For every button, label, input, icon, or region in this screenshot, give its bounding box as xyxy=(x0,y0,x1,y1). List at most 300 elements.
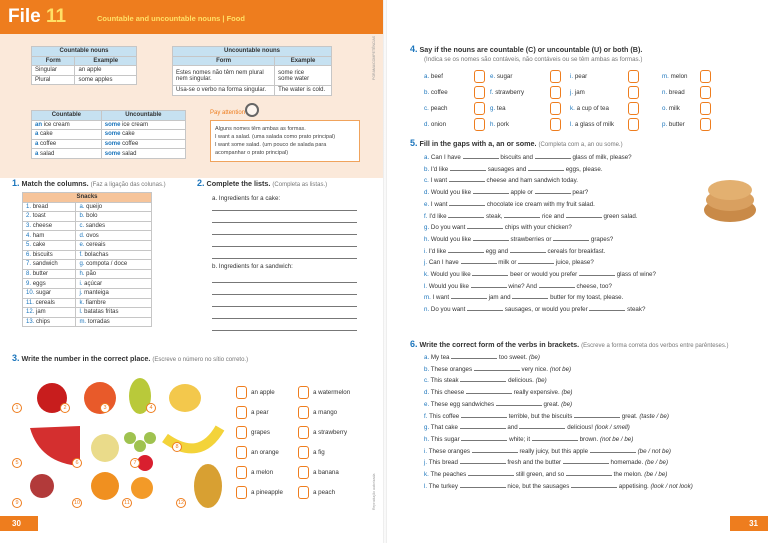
snack-translation: sandes xyxy=(85,223,106,230)
gap-sentence xyxy=(424,283,612,290)
item-letter: d. xyxy=(424,389,430,397)
snack-word: jam xyxy=(36,309,46,316)
sentence-part: really expensive. xyxy=(513,389,560,397)
snack-number: 5. xyxy=(26,242,32,249)
snack-word: biscuits xyxy=(32,251,53,258)
gap-blank[interactable] xyxy=(539,287,575,288)
exercise-4-title: 4. Say if the nouns are countable (C) or uncountable (U) or both (B). xyxy=(410,44,643,54)
snack-translation: torradas xyxy=(87,319,110,326)
snack-letter: i. xyxy=(79,280,83,287)
verb-sentence xyxy=(424,354,540,361)
item-letter: a. xyxy=(424,354,430,361)
gap-blank[interactable] xyxy=(448,217,484,218)
snack-row xyxy=(23,231,152,241)
gap-blank[interactable] xyxy=(449,181,485,182)
fruit-label: a pear xyxy=(251,409,269,416)
item-letter: c. xyxy=(424,377,429,385)
sentence-part: Would you like xyxy=(428,282,469,290)
sentence-part: green salad. xyxy=(603,212,638,220)
sentence-part: jam and xyxy=(488,294,511,302)
sentence-part: I'd like xyxy=(428,247,447,255)
sentence-part: The peaches xyxy=(430,471,467,478)
snack-letter: a. xyxy=(79,203,85,210)
gap-blank[interactable] xyxy=(553,240,589,241)
answer-line[interactable] xyxy=(212,222,357,223)
sentence-part: and xyxy=(507,424,518,432)
verb-sentence xyxy=(424,366,571,373)
snack-letter: e. xyxy=(79,242,85,249)
verb-cue: (look / smell) xyxy=(594,424,630,432)
noun-word: a glass of milk xyxy=(574,121,615,128)
gap-blank[interactable] xyxy=(449,205,485,206)
gap-sentence xyxy=(424,201,595,208)
sentence-part: The turkey xyxy=(428,482,458,490)
snack-row xyxy=(23,221,152,231)
item-letter: e. xyxy=(424,400,430,408)
snack-english xyxy=(23,279,76,289)
gap-blank[interactable] xyxy=(461,263,497,264)
noun-letter: e. xyxy=(490,73,496,80)
snack-english xyxy=(23,212,76,222)
sentence-part: grapes? xyxy=(590,235,614,243)
fruit-label: a banana xyxy=(313,469,339,476)
snack-word: cheese xyxy=(32,223,53,230)
gap-blank[interactable] xyxy=(473,193,509,194)
noun-answer-box[interactable] xyxy=(474,102,485,115)
gap-blank[interactable] xyxy=(504,217,540,218)
fruit-number-badge: 7 xyxy=(130,458,140,468)
mango-image xyxy=(169,384,201,412)
snack-portuguese xyxy=(76,202,152,212)
noun-answer-box[interactable] xyxy=(628,102,639,115)
snack-letter: c. xyxy=(79,223,85,230)
fruit-number-badge: 4 xyxy=(146,403,156,413)
fruit-answer-box[interactable] xyxy=(298,386,309,399)
gap-blank[interactable] xyxy=(467,310,503,311)
verb-blank[interactable] xyxy=(460,463,506,464)
verb-blank[interactable] xyxy=(461,417,507,418)
noun-word: melon xyxy=(670,73,688,80)
uncountable-table: Uncountable nouns Form Example Estes nomes não têm nem plural nem singular. some rice some water Usa-se o verbo na forma singular. The water is cold. xyxy=(172,46,332,96)
snack-row xyxy=(23,212,152,222)
sentence-part: wine? And xyxy=(508,282,537,290)
verb-blank[interactable] xyxy=(460,381,506,382)
sentence-part: strawberries or xyxy=(510,235,552,243)
snack-row xyxy=(23,269,152,279)
verb-cue: (be / not be) xyxy=(637,447,671,455)
snack-word: bread xyxy=(32,203,49,210)
gap-blank[interactable] xyxy=(448,252,484,253)
snacks-table: Snacks 1. bread a. queijo 2. toast b. bolo 3. cheese c. sandes 4. ham d. ovos 5. cake e. cereais 6. biscuits f. bolachas 7. sandwich g. compota / doce 8. butter h. pão 9. eggs i. açúcar 10. sugar j. manteiga 11. cereals k. fiambre 12. jam l. batatas fritas 13. chips m. torradas xyxy=(22,192,152,327)
sentence-part: I want xyxy=(430,200,448,208)
snack-portuguese xyxy=(76,308,152,318)
exercise-6-title: 6. Write the correct form of the verbs in brackets. (Escreve a forma correta dos verbos entre parênteses.) xyxy=(410,339,729,349)
answer-line[interactable] xyxy=(212,306,357,307)
fruit-number-badge: 10 xyxy=(73,500,81,506)
sentence-part: Can I have xyxy=(430,154,461,161)
fruit-answer-box[interactable] xyxy=(298,486,309,499)
fruit-answer-box[interactable] xyxy=(236,386,247,399)
answer-line[interactable] xyxy=(212,282,357,283)
gap-blank[interactable] xyxy=(473,240,509,241)
fruit-number-badge: 9 xyxy=(12,498,22,508)
snack-letter: f. xyxy=(79,251,83,258)
noun-answer-box[interactable] xyxy=(474,118,485,131)
noun-letter: l. xyxy=(570,121,574,128)
snack-translation: bolachas xyxy=(84,251,109,258)
fruit-number-badge: 2 xyxy=(60,403,70,413)
noun-word: bread xyxy=(668,89,685,96)
gap-blank[interactable] xyxy=(467,228,503,229)
snack-english xyxy=(23,231,76,241)
file-header xyxy=(0,0,385,34)
sentence-part: I'd like xyxy=(429,212,447,220)
snack-row xyxy=(23,250,152,260)
noun-label xyxy=(424,121,446,128)
noun-answer-box[interactable] xyxy=(700,118,711,131)
snack-row xyxy=(23,240,152,250)
gap-blank[interactable] xyxy=(510,252,546,253)
sentence-part: delicious! xyxy=(567,424,594,432)
gap-blank[interactable] xyxy=(535,158,571,159)
snack-word: cereals xyxy=(35,299,55,306)
noun-letter: m. xyxy=(662,73,669,80)
gap-blank[interactable] xyxy=(451,298,487,299)
sentence-part: sausages and xyxy=(487,165,527,173)
answer-line[interactable] xyxy=(212,258,357,259)
noun-answer-box[interactable] xyxy=(700,70,711,83)
verb-blank[interactable] xyxy=(466,393,512,394)
verb-blank[interactable] xyxy=(472,452,518,453)
verb-blank[interactable] xyxy=(460,487,506,488)
snack-word: chips xyxy=(36,319,51,326)
snack-word: cake xyxy=(32,242,46,249)
verb-cue: (be) xyxy=(561,389,573,397)
noun-answer-box[interactable] xyxy=(628,118,639,131)
melon-image xyxy=(91,434,119,462)
snack-portuguese xyxy=(76,250,152,260)
item-letter: e. xyxy=(424,200,430,208)
fruit-answer-box[interactable] xyxy=(236,426,247,439)
snack-row xyxy=(23,298,152,308)
noun-label xyxy=(490,121,509,128)
gap-blank[interactable] xyxy=(518,263,554,264)
fruit-illustrations xyxy=(30,368,230,518)
fruit-label: grapes xyxy=(251,429,270,436)
exercise-4-subtitle: (Indica se os nomes são contáveis, não contáveis ou se têm ambas as formas.) xyxy=(424,56,643,63)
noun-label xyxy=(424,89,448,96)
fruit-number-badge: 8 xyxy=(172,442,182,452)
list-b-label: b. Ingredients for a sandwich: xyxy=(212,263,293,270)
gap-sentence xyxy=(424,154,632,161)
item-letter: i. xyxy=(424,447,428,455)
snack-english xyxy=(23,250,76,260)
sentence-part: the melon. xyxy=(613,471,643,478)
verb-sentence xyxy=(424,377,547,384)
sentence-part: appetising. xyxy=(618,482,649,490)
orange-image xyxy=(91,472,119,500)
noun-answer-box[interactable] xyxy=(550,86,561,99)
answer-line[interactable] xyxy=(212,318,357,319)
snack-row xyxy=(23,317,152,327)
side-note-2: Reprodução autorizada xyxy=(372,473,376,510)
snack-number: 13. xyxy=(26,319,35,326)
noun-letter: p. xyxy=(662,121,668,128)
fruit-answer-box[interactable] xyxy=(298,426,309,439)
noun-label xyxy=(570,73,587,80)
fruit-answer-box[interactable] xyxy=(236,466,247,479)
verb-blank[interactable] xyxy=(563,463,609,464)
sentence-part: I want xyxy=(432,294,450,302)
noun-word: peach xyxy=(430,105,448,112)
noun-label xyxy=(490,105,506,112)
noun-label xyxy=(424,105,447,112)
noun-word: butter xyxy=(668,121,685,128)
noun-letter: g. xyxy=(490,105,496,112)
snack-word: sugar xyxy=(36,290,52,297)
item-letter: f. xyxy=(424,212,428,220)
noun-word: tea xyxy=(496,105,506,112)
noun-answer-box[interactable] xyxy=(550,70,561,83)
noun-label xyxy=(490,73,512,80)
magnifier-icon xyxy=(245,103,259,117)
answer-line[interactable] xyxy=(212,330,357,331)
verb-blank[interactable] xyxy=(519,428,565,429)
noun-answer-box[interactable] xyxy=(700,102,711,115)
count-uncount-table: Countable Uncountable an ice cream some ice cream a cake some cake a coffee some coffee a salad some salad xyxy=(31,110,186,159)
sentence-part: steak? xyxy=(627,306,646,314)
answer-line[interactable] xyxy=(212,294,357,295)
verb-blank[interactable] xyxy=(571,487,617,488)
noun-answer-box[interactable] xyxy=(700,86,711,99)
sentence-part: Can I have xyxy=(428,259,459,267)
gap-blank[interactable] xyxy=(528,170,564,171)
exercise-2-title: 2. Complete the lists. (Completa as listas.) xyxy=(197,178,328,188)
noun-label xyxy=(570,105,609,112)
noun-word: coffee xyxy=(430,89,448,96)
book-spine xyxy=(383,0,387,543)
item-letter: l. xyxy=(424,482,428,490)
noun-label xyxy=(490,89,524,96)
answer-line[interactable] xyxy=(212,246,357,247)
noun-word: milk xyxy=(668,105,680,112)
snack-portuguese xyxy=(76,298,152,308)
sentence-part: chocolate ice cream with my fruit salad. xyxy=(486,200,595,208)
sentence-part: brown. xyxy=(579,435,599,443)
sentence-part: Would you like xyxy=(430,271,471,278)
snack-word: sandwich xyxy=(32,261,58,268)
pineapple-image xyxy=(194,464,222,508)
snack-row xyxy=(23,260,152,270)
noun-label xyxy=(424,73,443,80)
verb-sentence xyxy=(424,436,633,443)
fruit-label: an apple xyxy=(251,389,275,396)
sentence-part: homemade. xyxy=(610,459,644,467)
snack-english xyxy=(23,221,76,231)
fruit-label: a peach xyxy=(313,489,336,496)
snack-translation: açúcar xyxy=(84,280,103,287)
snack-number: 8. xyxy=(26,271,32,278)
topic-title: Countable and uncountable nouns | Food xyxy=(97,14,245,23)
noun-answer-box[interactable] xyxy=(474,86,485,99)
verb-sentence xyxy=(424,483,693,490)
sentence-part: This coffee xyxy=(429,412,460,420)
verb-cue: (not be) xyxy=(549,365,572,373)
sentence-part: great. xyxy=(621,412,638,420)
snack-number: 11. xyxy=(26,299,34,306)
gap-sentence xyxy=(424,248,605,255)
snack-english xyxy=(23,308,76,318)
fruit-label: an orange xyxy=(251,449,279,456)
gap-blank[interactable] xyxy=(450,170,486,171)
verb-blank[interactable] xyxy=(474,370,520,371)
sentence-part: apple or xyxy=(510,189,533,197)
side-note: PGRAMA/COMPETÊNCIAS xyxy=(372,35,376,80)
sentence-part: delicious. xyxy=(508,377,534,385)
verb-blank[interactable] xyxy=(451,358,497,359)
verb-cue: (be) xyxy=(535,377,547,385)
noun-answer-box[interactable] xyxy=(628,86,639,99)
verb-blank[interactable] xyxy=(566,475,612,476)
fruit-answer-box[interactable] xyxy=(298,406,309,419)
noun-letter: o. xyxy=(662,105,668,112)
verb-blank[interactable] xyxy=(496,405,542,406)
sentence-part: steak, xyxy=(486,212,503,220)
gap-sentence xyxy=(424,177,578,184)
gap-sentence xyxy=(424,166,603,173)
fruit-label: a fig xyxy=(313,449,325,456)
snack-english xyxy=(23,202,76,212)
verb-blank[interactable] xyxy=(461,440,507,441)
snack-portuguese xyxy=(76,212,152,222)
fruit-label: a pineapple xyxy=(251,489,283,496)
fruit-answer-box[interactable] xyxy=(236,486,247,499)
verb-sentence xyxy=(424,471,667,478)
item-letter: g. xyxy=(424,424,430,432)
sentence-part: These egg sandwiches xyxy=(430,400,495,408)
verb-blank[interactable] xyxy=(590,452,636,453)
fruit-number-badge: 1 xyxy=(12,403,22,413)
biscuits-illustration xyxy=(700,175,760,225)
snack-portuguese xyxy=(76,231,152,241)
sentence-part: I'd like xyxy=(430,165,449,173)
item-letter: j. xyxy=(424,259,428,267)
snack-portuguese xyxy=(76,269,152,279)
gap-sentence xyxy=(424,189,588,196)
gap-sentence xyxy=(424,213,638,220)
snack-letter: k. xyxy=(79,299,85,306)
snack-letter: m. xyxy=(79,319,87,326)
gap-blank[interactable] xyxy=(579,275,615,276)
noun-word: pork xyxy=(496,121,509,128)
sentence-part: glass of wine? xyxy=(616,271,656,278)
gap-sentence xyxy=(424,294,623,301)
snack-translation: queijo xyxy=(86,203,103,210)
snack-english xyxy=(23,240,76,250)
sentence-part: egg and xyxy=(485,247,509,255)
fruit-answer-box[interactable] xyxy=(236,446,247,459)
noun-label xyxy=(662,105,680,112)
snack-word: toast xyxy=(32,213,46,220)
snack-english xyxy=(23,269,76,279)
snack-number: 9. xyxy=(26,280,32,287)
fruit-label: a melon xyxy=(251,469,274,476)
noun-answer-box[interactable] xyxy=(550,102,561,115)
verb-blank[interactable] xyxy=(468,475,514,476)
fruit-answer-box[interactable] xyxy=(298,466,309,479)
snack-english xyxy=(23,317,76,327)
noun-answer-box[interactable] xyxy=(474,70,485,83)
noun-word: beef xyxy=(430,73,443,80)
snack-portuguese xyxy=(76,279,152,289)
sentence-part: pear? xyxy=(572,189,589,197)
fruit-answer-box[interactable] xyxy=(236,406,247,419)
exercise-3-title: 3. Write the number in the correct place. (Escreve o número no sítio correto.) xyxy=(12,353,249,363)
snack-translation: manteiga xyxy=(84,290,109,297)
tip-label: Pay attention xyxy=(210,110,246,116)
sentence-part: nice, but the sausages xyxy=(507,482,570,490)
verb-cue: (be) xyxy=(528,354,540,361)
gap-blank[interactable] xyxy=(471,287,507,288)
sentence-part: too sweet. xyxy=(498,354,528,361)
snack-translation: batatas fritas xyxy=(84,309,119,316)
snack-row xyxy=(23,288,152,298)
noun-label xyxy=(662,121,685,128)
item-letter: h. xyxy=(424,435,430,443)
fruit-answer-box[interactable] xyxy=(298,446,309,459)
item-letter: n. xyxy=(424,306,430,314)
snack-translation: compota / doce xyxy=(86,261,128,268)
noun-answer-box[interactable] xyxy=(628,70,639,83)
sentence-part: rice and xyxy=(542,212,565,220)
noun-letter: h. xyxy=(490,121,496,128)
noun-answer-box[interactable] xyxy=(550,118,561,131)
snack-english xyxy=(23,288,76,298)
verb-sentence xyxy=(424,459,668,466)
sentence-part: This cheese xyxy=(430,389,465,397)
gap-blank[interactable] xyxy=(463,158,499,159)
noun-label xyxy=(662,89,685,96)
gap-sentence xyxy=(424,236,613,243)
exercise-1-title: 1. Match the columns. (Faz a ligação das colunas.) xyxy=(12,178,166,188)
snack-number: 2. xyxy=(26,213,32,220)
verb-blank[interactable] xyxy=(460,428,506,429)
gap-blank[interactable] xyxy=(535,193,571,194)
gap-blank[interactable] xyxy=(512,298,548,299)
sentence-part: terrible, but the biscuits xyxy=(508,412,573,420)
verb-blank[interactable] xyxy=(532,440,578,441)
fruit-label: a strawberry xyxy=(313,429,348,436)
snack-number: 12. xyxy=(26,309,35,316)
noun-label xyxy=(570,89,585,96)
snack-letter: d. xyxy=(79,232,85,239)
snack-translation: cereais xyxy=(86,242,106,249)
fruit-number-badge: 5 xyxy=(12,458,22,468)
sentence-part: glass of milk, please? xyxy=(572,154,632,161)
noun-letter: n. xyxy=(662,89,668,96)
gap-blank[interactable] xyxy=(566,217,602,218)
verb-blank[interactable] xyxy=(574,417,620,418)
sentence-part: chips with your chicken? xyxy=(504,224,572,232)
answer-line[interactable] xyxy=(212,234,357,235)
answer-line[interactable] xyxy=(212,210,357,211)
snack-number: 7. xyxy=(26,261,32,268)
item-letter: b. xyxy=(424,365,430,373)
gap-blank[interactable] xyxy=(472,275,508,276)
grapes-image xyxy=(124,432,136,444)
gap-blank[interactable] xyxy=(589,310,625,311)
item-letter: k. xyxy=(424,471,429,478)
